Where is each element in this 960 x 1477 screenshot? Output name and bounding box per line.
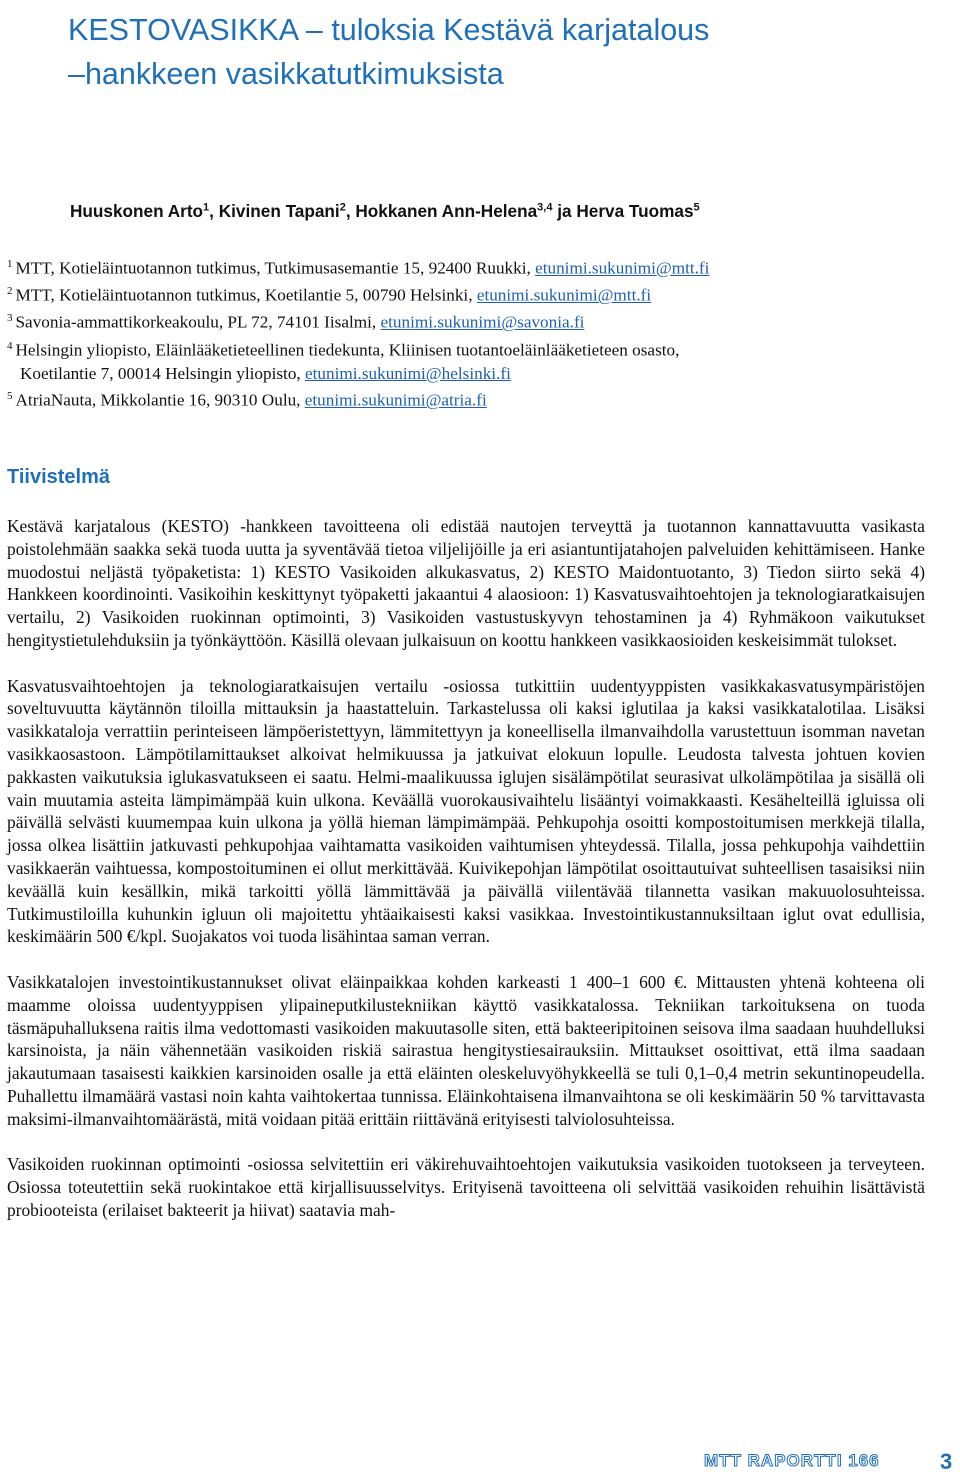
author-name: Herva Tuomas <box>576 201 694 221</box>
email-link[interactable]: etunimi.sukunimi@savonia.fi <box>380 313 585 333</box>
abstract-body <box>7 515 925 1245</box>
affiliation-item <box>7 253 709 280</box>
email-link[interactable]: etunimi.sukunimi@mtt.fi <box>476 285 652 305</box>
affiliation-item <box>7 385 709 412</box>
page-number: 3 <box>940 1449 953 1474</box>
author-name: Huuskonen Arto <box>70 201 204 221</box>
affiliation-text: MTT, Kotieläintuotannon tutkimus, Koetilantie 5, 00790 Helsinki, <box>15 285 477 305</box>
author-name: Hokkanen Ann-Helena <box>355 201 538 221</box>
author-affiliation-number: 3,4 <box>537 201 553 214</box>
report-series-label: MTT RAPORTTI 166 <box>704 1451 880 1470</box>
author-separator: , <box>209 201 219 221</box>
affiliation-number: 3 <box>7 312 13 325</box>
affiliation-number: 5 <box>7 390 13 403</box>
affiliation-text: Savonia-ammattikorkeakoulu, PL 72, 74101 Iisalmi, <box>15 313 381 333</box>
affiliation-item-continuation <box>7 362 709 386</box>
affiliation-number: 4 <box>7 339 13 352</box>
author-conjunction: ja <box>552 201 577 221</box>
affiliation-text: MTT, Kotieläintuotannon tutkimus, Tutkimusasemantie 15, 92400 Ruukki, <box>15 258 536 278</box>
affiliation-text: AtriaNauta, Mikkolantie 16, 90310 Oulu, <box>15 391 305 411</box>
affiliation-list <box>7 253 709 413</box>
author-affiliation-number: 2 <box>339 201 346 214</box>
affiliation-item <box>7 280 709 307</box>
affiliation-item <box>7 307 709 334</box>
email-link[interactable]: etunimi.sukunimi@atria.fi <box>304 391 487 411</box>
page-title <box>68 8 948 96</box>
body-paragraph: Vasikoiden ruokinnan optimointi -osiossa selvitettiin eri väkirehuvaihtoehtojen vaikutuksia vasikoiden tuotokseen ja terveyteen. Osiossa toteutettiin sekä ruokintakoe että kirjallisuusselvitys. Erityisenä tavoitteena oli selvittää vasikoiden rehuihin lisättävistä probiooteista (erilaiset bakteerit ja hiivat) saatavia mah- <box>7 1154 925 1220</box>
email-link[interactable]: etunimi.sukunimi@mtt.fi <box>535 258 710 278</box>
title-line-2: –hankkeen vasikkatutkimuksista <box>68 57 504 91</box>
body-paragraph: Vasikkatalojen investointikustannukset olivat eläinpaikkaa kohden karkeasti 1 400–1 600 €. Mittausten yhtenä kohteena oli maamme oloissa uudentyyppisen ylipaineputkilustekniikan käyttö vasikkatalossa. Tekniikan tarkoituksena on tuoda täsmäpuhalluksena raitis ilma vedottomasti vasikoiden makuutasolle siten, että bakteeripitoinen seisova ilma saadaan huuhdelluksi karsinoista, ja näin vähennetään vasikoiden riskiä sairastua hengitystiesairauksiin. Mittaukset osoittivat, että ilma saadaan jakautumaan tasaisesti kaikkien karsinoiden osalle ja että eläinten oleskeluvyöhykkeellä se tuli 0,1–0,4 metrin sekuntinopeudella. Puhallettu ilmamäärä vastasi noin kahta vaihtokertaa tunnissa. Eläinkohtaisena ilmanvaihtona se oli keskimäärin 50 % tarvittavasta maksimi-ilmanvaihtomäärästä, mitä voidaan pitää erittäin riittävänä erityisesti talviolosuhteissa. <box>7 971 925 1129</box>
title-line-1: KESTOVASIKKA – tuloksia Kestävä karjatalous <box>68 13 710 47</box>
author-affiliation-number: 5 <box>693 201 700 214</box>
author-affiliation-number: 1 <box>203 201 210 214</box>
author-name: Kivinen Tapani <box>218 201 340 221</box>
author-list <box>70 201 700 222</box>
affiliation-text: Helsingin yliopisto, Eläinlääketieteellinen tiedekunta, Kliinisen tuotantoeläinlääketieteen osasto, <box>15 340 680 360</box>
email-link[interactable]: etunimi.sukunimi@helsinki.fi <box>305 363 511 383</box>
affiliation-text: Koetilantie 7, 00014 Helsingin yliopisto, <box>20 363 306 383</box>
section-heading-abstract: Tiivistelmä <box>7 466 111 488</box>
body-paragraph: Kasvatusvaihtoehtojen ja teknologiaratkaisujen vertailu -osiossa tutkittiin uudentyyppisten vasikkakasvatusympäristöjen soveltuvuutta käytännön tiloilla mittauksin ja haastatteluin. Tarkastelussa oli kaksi iglutilaa ja kaksi vasikkatalotilaa. Lisäksi vasikkataloja verrattiin perinteiseen lämpöeristettyyn, lämmitettyyn ja koneellisella ilmanvaihdolla varustettuun isomman navetan vasikkaosastoon. Lämpötilamittaukset alkoivat helmikuussa ja jatkuivat elokuun lopulle. Leudosta talvesta johtuen kovien pakkasten vaikutuksia iglukasvatukseen ei saatu. Helmi-maalikuussa iglujen sisälämpötilat seurasivat ulkolämpötilaa ja sisällä oli vain muutamia asteita lämpimämpää kuin ulkona. Keväällä vuorokausivaihtelu lisääntyi voimakkaasti. Kesähelteillä igluissa oli päivällä selvästi kuumempaa kuin ulkona ja yöllä hieman lämpimämpää. Pehkupohja osoitti kompostoitumisen merkkejä tilalla, jossa olkea lisättiin jatkuvasti pehkupohjaa vaihtamatta vasikoiden vaihtumisen yhteydessä. Tilalla, jossa pehkupohja vaihdettiin vasikkaerän vaihtuessa, kompostoituminen ei ollut merkittävää. Kuivikepohjan lämpötilat osoittautuivat suhteellisen tasaisiksi niin keväällä kuin kesällkin, mikä tarkoitti yöllä lämmittävää ja päivällä viilentävää tilannetta vasikan makuuolosuhteissa. Tutkimustiloilla kuhunkin igluun oli majoitettu yhtäaikaisesti kaksi vasikkaa. Investointikustannuksiltaan iglut ovat edullisia, keskimäärin 500 €/kpl. Suojakatos voi tuoda lisähintaa saman verran. <box>7 675 925 947</box>
affiliation-item <box>7 335 709 362</box>
author-separator: , <box>345 201 356 221</box>
body-paragraph: Kestävä karjatalous (KESTO) -hankkeen tavoitteena oli edistää nautojen terveyttä ja tuotannon kannattavuutta vasikasta poistolehmään saakka sekä tuoda uutta ja syventävää tietoa viljelijöille ja eri asiantuntijatahojen palveluiden kehittämiseen. Hanke muodostui neljästä työpaketista: 1) KESTO Vasikoiden alkukasvatus, 2) KESTO Maidontuotanto, 3) Tiedon siirto sekä 4) Hankkeen koordinointi. Vasikoihin keskittynyt työpaketti jakaantui 4 alaosioon: 1) Kasvatusvaihtoehtojen ja teknologiaratkaisujen vertailu, 2) Vasikoiden ruokinnan optimointi, 3) Vasikoiden vastustuskyvyn tehostaminen ja 4) Ryhmäkoon vaikutukset hengitystietulehduksiin ja työnkäyttöön. Käsillä olevaan julkaisuun on koottu hankkeen vasikkaosioiden keskeisimmät tulokset. <box>7 516 925 650</box>
affiliation-number: 1 <box>7 258 13 270</box>
affiliation-number: 2 <box>7 285 13 298</box>
